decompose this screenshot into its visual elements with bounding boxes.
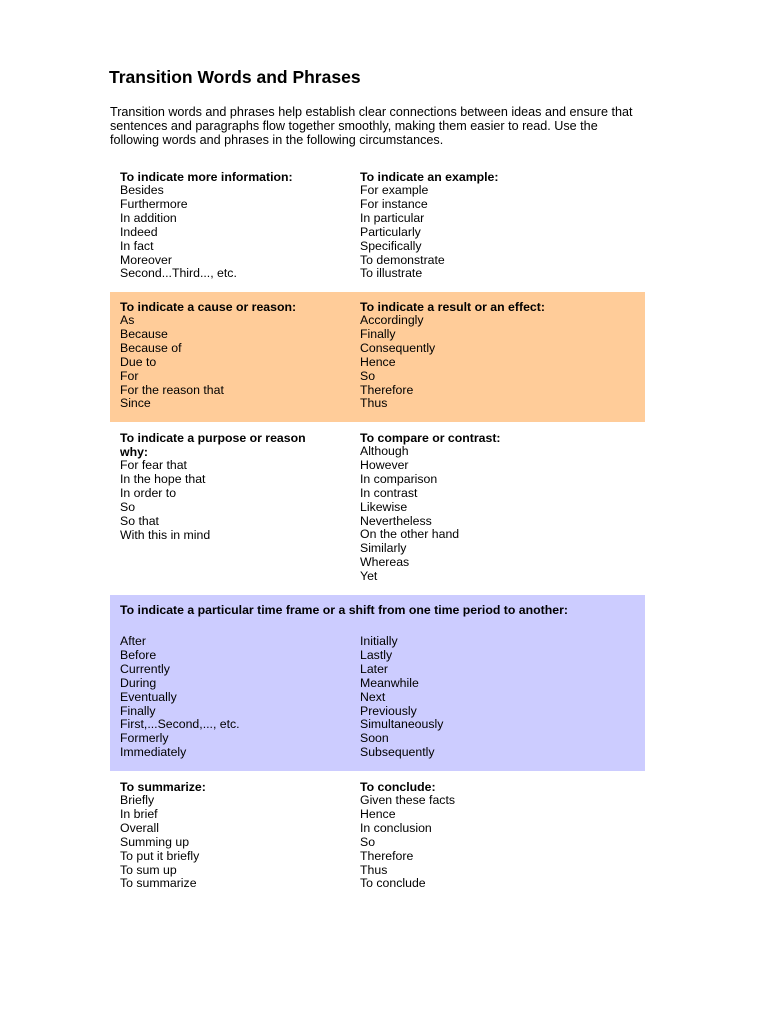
term-item: Due to: [120, 354, 157, 369]
term-item: For example: [360, 183, 429, 197]
term-item: Hence: [360, 354, 396, 369]
term-item: So that: [120, 513, 159, 528]
term-list: [120, 314, 352, 411]
term-list: [120, 184, 352, 281]
term-list: [360, 635, 592, 760]
section-heading: To indicate a cause or reason:: [120, 300, 297, 314]
term-item: Simultaneously: [360, 717, 444, 732]
term-item: Therefore: [360, 848, 414, 863]
term-item: For instance: [360, 196, 428, 211]
section-heading: To summarize:: [120, 780, 206, 794]
term-item: Similarly: [360, 541, 407, 556]
column-compare-contrast: [360, 431, 592, 584]
term-item: During: [120, 675, 157, 690]
term-item: Previously: [360, 703, 417, 718]
term-item: With this in mind: [120, 527, 211, 542]
section-heading: To indicate more information:: [120, 170, 293, 184]
term-item: Accordingly: [360, 313, 424, 327]
term-item: Likewise: [360, 499, 408, 514]
term-list: [360, 314, 592, 411]
term-item: Furthermore: [120, 196, 188, 211]
term-item: Second...Third..., etc.: [120, 266, 237, 281]
term-item: Soon: [360, 731, 389, 746]
term-item: To put it briefly: [120, 848, 200, 863]
column-time-frame-right: [360, 635, 592, 760]
term-item: Nevertheless: [360, 513, 432, 528]
term-item: Finally: [360, 326, 396, 341]
term-item: Lastly: [360, 647, 393, 662]
term-item: Yet: [360, 569, 378, 584]
term-item: Whereas: [360, 555, 410, 570]
section-purpose-compare: [110, 422, 645, 594]
term-item: In comparison: [360, 471, 438, 486]
term-item: So: [120, 499, 136, 514]
column-cause-reason: [120, 300, 352, 411]
section-time-frame: [110, 595, 645, 771]
term-item: To conclude: [360, 876, 426, 891]
term-item: Therefore: [360, 382, 414, 397]
term-item: In contrast: [360, 485, 418, 500]
section-summarize-conclude: [110, 772, 645, 902]
term-item: Summing up: [120, 834, 190, 849]
term-item: For: [120, 368, 139, 383]
term-item: In addition: [120, 210, 177, 225]
term-item: In order to: [120, 485, 177, 500]
term-list: [120, 794, 352, 891]
term-list: [120, 459, 325, 542]
term-item: First,...Second,..., etc.: [120, 717, 240, 732]
section-cause-result: [110, 292, 645, 422]
term-item: As: [120, 313, 135, 327]
term-item: Later: [360, 661, 389, 676]
term-item: In conclusion: [360, 820, 432, 835]
column-example: [360, 170, 592, 281]
term-item: Consequently: [360, 340, 436, 355]
term-list: [360, 794, 592, 891]
term-item: To demonstrate: [360, 252, 445, 267]
term-item: After: [120, 634, 146, 648]
term-item: Moreover: [120, 252, 172, 267]
term-item: Overall: [120, 820, 159, 835]
term-list: [360, 445, 592, 584]
term-item: To sum up: [120, 862, 177, 877]
term-item: In particular: [360, 210, 425, 225]
term-item: Meanwhile: [360, 675, 419, 690]
term-item: Finally: [120, 703, 156, 718]
term-list: [120, 635, 352, 760]
section-heading: To indicate a particular time frame or a shift from one time period to another:: [120, 603, 568, 617]
intro-paragraph: Transition words and phrases help establish clear connections between ideas and ensure that sentences and paragraphs flow together smoothly, making them easier to read. Use the following words and phrases in the following circumstances.: [110, 105, 633, 147]
term-item: Hence: [360, 806, 396, 821]
section-heading: To indicate an example:: [360, 170, 499, 184]
term-item: Given these facts: [360, 793, 456, 807]
term-item: Eventually: [120, 689, 177, 704]
term-item: For fear that: [120, 458, 187, 472]
term-item: Immediately: [120, 745, 187, 760]
term-item: For the reason that: [120, 382, 224, 397]
term-item: So: [360, 368, 376, 383]
term-item: Particularly: [360, 224, 421, 239]
term-item: Thus: [360, 396, 388, 411]
term-item: Briefly: [120, 793, 155, 807]
term-item: Currently: [120, 661, 170, 676]
column-summarize: [120, 780, 352, 891]
term-item: Next: [360, 689, 386, 704]
term-item: In the hope that: [120, 471, 206, 486]
column-result-effect: [360, 300, 592, 411]
term-item: Subsequently: [360, 745, 435, 760]
term-item: Specifically: [360, 238, 422, 253]
term-item: In brief: [120, 806, 158, 821]
term-item: Although: [360, 444, 409, 458]
section-heading: To indicate a purpose or reason why:: [120, 431, 306, 459]
term-item: Besides: [120, 183, 164, 197]
column-time-frame-left: [120, 635, 352, 760]
term-item: However: [360, 457, 409, 472]
page-title: Transition Words and Phrases: [109, 67, 361, 87]
term-item: On the other hand: [360, 527, 460, 542]
term-item: In fact: [120, 238, 154, 253]
column-more-information: [120, 170, 352, 281]
term-list: [360, 184, 592, 281]
section-heading: To compare or contrast:: [360, 431, 501, 445]
term-item: Before: [120, 647, 157, 662]
section-more-information: [110, 162, 645, 290]
term-item: Because: [120, 326, 168, 341]
term-item: Thus: [360, 862, 388, 877]
term-item: Formerly: [120, 731, 169, 746]
section-heading: To indicate a result or an effect:: [360, 300, 545, 314]
column-purpose-reason: [120, 431, 325, 542]
term-item: To summarize: [120, 876, 197, 891]
column-conclude: [360, 780, 592, 891]
term-item: Indeed: [120, 224, 158, 239]
section-heading: To conclude:: [360, 780, 436, 794]
term-item: To illustrate: [360, 266, 423, 281]
term-item: Initially: [360, 634, 398, 648]
term-item: So: [360, 834, 376, 849]
term-item: Since: [120, 396, 151, 411]
term-item: Because of: [120, 340, 182, 355]
